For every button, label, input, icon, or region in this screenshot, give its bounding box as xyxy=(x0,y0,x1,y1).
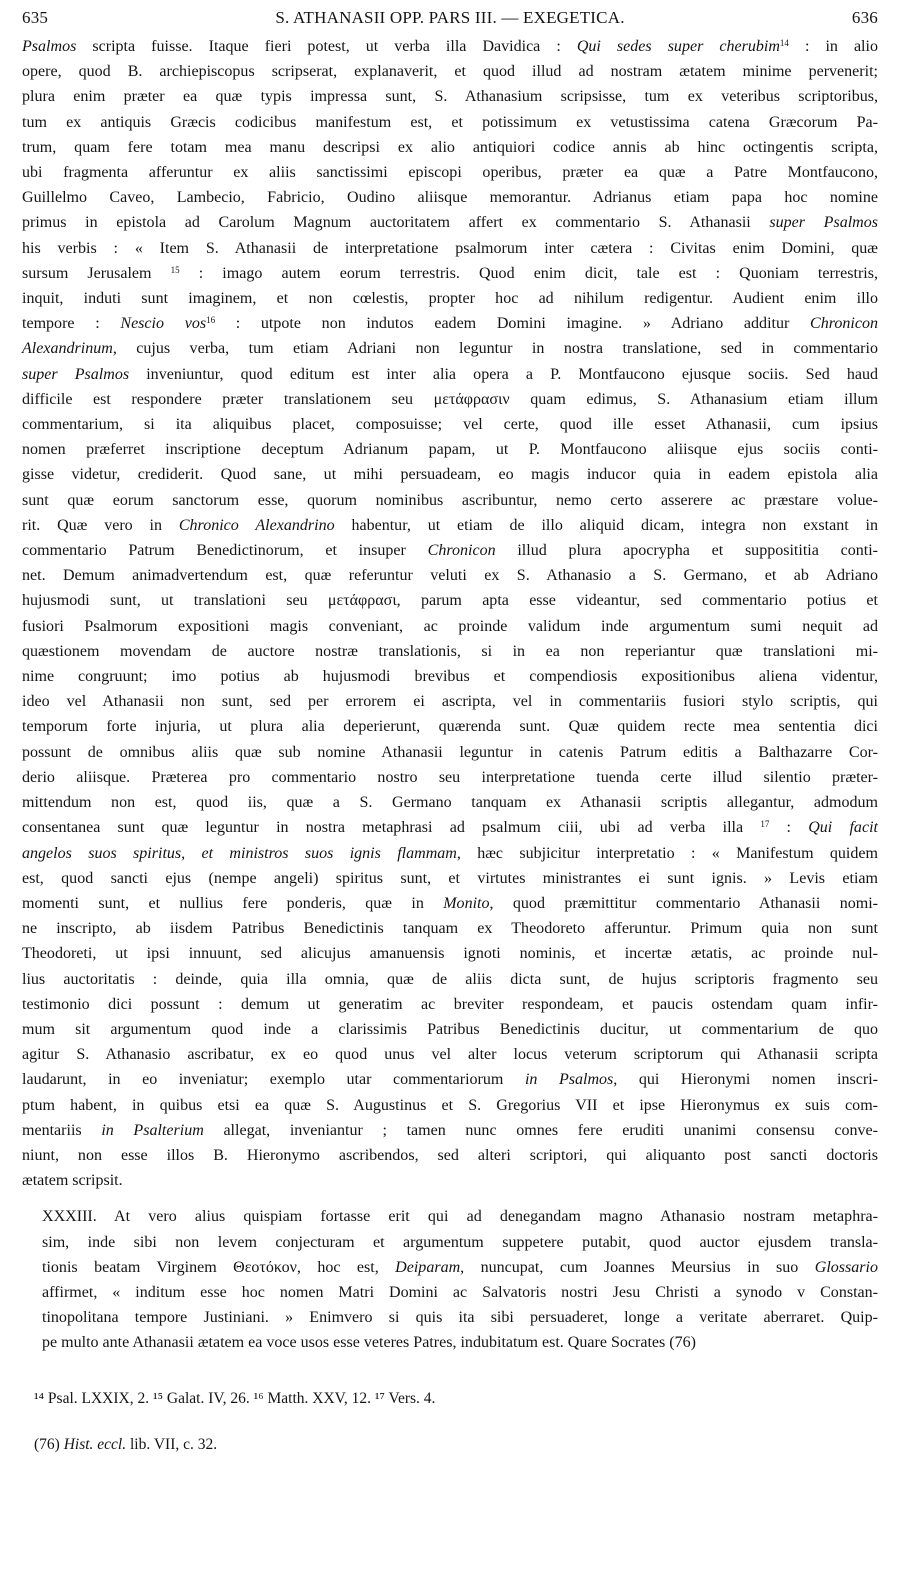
text-line xyxy=(22,286,878,311)
text-run: nomen præferret inscriptione deceptum Adrianum papam, ut P. Montfaucono aliisque ejus sociis conti- xyxy=(22,441,878,459)
text-line xyxy=(22,765,878,790)
text-run: allegat, inveniantur ; tamen nunc omnes fere eruditi unanimi consensu conve- xyxy=(203,1121,878,1139)
paragraph-2-section-xxxiii xyxy=(22,1204,878,1355)
body-text xyxy=(22,34,878,1356)
text-run: inquit, induti sunt imaginem, et non cœlestis, propter hoc ad nihilum redigentur. Audient enim illo xyxy=(22,290,878,308)
footnote-marker: 14 xyxy=(779,38,789,48)
italic-text: Nescio vos xyxy=(120,315,207,333)
text-run: est, quod sancti ejus (nempe angeli) spiritus sunt, et virtutes ministrantes ei sunt ignis. » Levis etiam xyxy=(22,869,878,887)
text-run: : xyxy=(769,819,809,837)
text-line xyxy=(22,336,878,361)
document-page xyxy=(22,0,878,1575)
text-run: net. Demum animadvertendum est, quæ referuntur veluti ex S. Athanasio a S. Germano, et ab Adriano xyxy=(22,567,878,585)
text-line xyxy=(22,841,878,866)
italic-text: Chronicon xyxy=(427,542,496,560)
text-run: gisse videtur, crediderit. Quod sane, ut mihi persuadeam, eo magis inducor quia in eadem epistola alia xyxy=(22,466,878,484)
text-run: quæstionem movendam de auctore nostræ translationis, si in ea non reperiantur quæ translationi mi- xyxy=(22,642,878,660)
text-run: inveniuntur, quod editum est inter alia opera a P. Montfaucono ejusque sociis. Sed haud xyxy=(129,365,879,383)
text-run: niunt, non esse illos B. Hieronymo ascribendos, sed alteri scriptori, qui aliquanto post sancti doctoris xyxy=(22,1146,878,1164)
text-line xyxy=(22,160,878,185)
text-run: ideo vel Athanasii non sunt, sed per errorem ei ascripta, vel in commentariis fusiori stylo scriptis, qui xyxy=(22,693,878,711)
text-run: : utpote non indutos eadem Domini imagine. » Adriano additur xyxy=(215,315,811,333)
text-run: commentarium, si ita aliquibus placet, composuisse; vel certe, quod ille esset Athanasii, cum ipsius xyxy=(22,416,878,434)
text-line xyxy=(22,1330,878,1355)
text-run: affirmet, « inditum esse hoc nomen Matri Domini ac Salvatoris nostri Jesu Christi a synodo v Constan- xyxy=(42,1283,878,1301)
text-run: tinopolitana tempore Justiniani. » Enimvero si quis ita sibi persuaderet, longe a veritate aberraret. Quip- xyxy=(42,1309,878,1327)
footnote-scripture-refs: ¹⁴ Psal. LXXIX, 2. ¹⁵ Galat. IV, 26. ¹⁶ Matth. XXV, 12. ¹⁷ Vers. 4. xyxy=(34,1390,436,1407)
text-line xyxy=(22,513,878,538)
text-line xyxy=(22,135,878,160)
text-line xyxy=(22,34,878,59)
text-run: mittendum non est, quod iis, quæ a S. Germano tanquam ex Athanasii scriptis allegantur, admodum xyxy=(22,794,878,812)
text-line xyxy=(22,866,878,891)
text-run: commentario Patrum Benedictinorum, et insuper xyxy=(22,542,428,560)
text-line xyxy=(22,614,878,639)
text-run: , nuncupat, cum Joannes Meursius in suo xyxy=(460,1258,815,1276)
text-line xyxy=(22,815,878,840)
italic-text: in Psalmos xyxy=(524,1071,614,1089)
text-run: testimonio dici possunt : demum ut generatim ac breviter respondeam, et paucis ostendam quam infir- xyxy=(22,995,878,1013)
text-run: , qui Hieronymi nomen inscri- xyxy=(613,1071,879,1089)
text-run: nime congruunt; imo potius ab hujusmodi brevibus et compendiosis expositionibus aliena videntur, xyxy=(22,668,878,686)
footnotes xyxy=(34,1388,874,1456)
text-line xyxy=(22,311,878,336)
text-line xyxy=(22,1118,878,1143)
text-line xyxy=(22,1204,878,1229)
text-line xyxy=(22,59,878,84)
footnote-marker: 17 xyxy=(760,819,770,830)
text-line xyxy=(22,714,878,739)
text-line xyxy=(22,563,878,588)
text-run: tempore : xyxy=(22,315,121,333)
italic-text: Glossario xyxy=(814,1258,878,1276)
text-run: habentur, ut etiam de illo aliquid dicam, integra non exstant in xyxy=(334,516,878,534)
footnote-marker: 16 xyxy=(206,315,216,326)
text-run: pe multo ante Athanasii ætatem ea voce usos esse veteres Patres, indubitatum est. Quare Socrates (76) xyxy=(42,1334,696,1352)
text-run: : imago autem eorum terrestris. Quod enim dicit, tale est : Quoniam terrestris, xyxy=(179,264,878,282)
running-header xyxy=(22,8,878,32)
italic-text: Qui sedes super cherubim xyxy=(576,38,780,55)
text-line xyxy=(22,1305,878,1330)
text-line xyxy=(22,639,878,664)
text-run: XXXIII. At vero alius quispiam fortasse erit qui ad denegandam magno Athanasio nostram metaphra- xyxy=(42,1208,878,1226)
text-line xyxy=(22,1143,878,1168)
text-run: , hæc subjicitur interpretatio : « Manifestum quidem xyxy=(456,844,878,862)
text-run: trum, quam fere totam mea manu descripsi ex alio antiquiori codice annis ab hinc octingentis scripta, xyxy=(22,138,878,156)
text-line xyxy=(22,488,878,513)
text-run: plura enim præter ea quæ typis impressa sunt, S. Athanasium scripsisse, tum ex veteribus scriptoribus, xyxy=(22,88,878,106)
text-run: tum ex antiquis Græcis codicibus manifestum est, et potissimum ex vetustissima catena Græcorum Pa- xyxy=(22,113,878,131)
text-line xyxy=(22,664,878,689)
text-line xyxy=(22,1168,878,1193)
text-run: hujusmodi sunt, ut translationi seu μετάφρασι, parum apta esse videantur, sed commentario potius et xyxy=(22,592,878,610)
text-line xyxy=(22,437,878,462)
text-line xyxy=(22,412,878,437)
text-line xyxy=(22,1280,878,1305)
text-run: possunt de omnibus aliis quæ sub nomine Athanasii leguntur in catenis Patrum editis a Balthazarre Cor- xyxy=(22,743,878,761)
italic-text: Chronico Alexandrino xyxy=(178,516,335,534)
text-run: illud plura apocrypha et supposititia conti- xyxy=(495,542,878,560)
text-run: tionis beatam Virginem Θεοτόκον, hoc est, xyxy=(42,1258,396,1276)
text-line xyxy=(22,84,878,109)
italic-text: super Psalmos xyxy=(22,365,130,383)
page-number-left: 635 xyxy=(22,8,49,27)
footnote-76-number: (76) xyxy=(34,1436,64,1453)
text-run: rit. Quæ vero in xyxy=(22,516,179,534)
text-run: laudarunt, in eo inveniatur; exemplo utar commentariorum xyxy=(22,1071,525,1089)
text-line xyxy=(22,790,878,815)
text-line xyxy=(22,1067,878,1092)
text-run: fusiori Psalmorum expositioni magis conveniant, ac proinde validum inde argumentum sumi nequit ad xyxy=(22,617,878,635)
text-run: ptum habent, in quibus etsi ea quæ S. Augustinus et S. Gregorius VII et ipse Hieronymus ex suis com- xyxy=(22,1096,878,1114)
text-run: : in alio xyxy=(788,38,878,55)
italic-text: super Psalmos xyxy=(769,214,879,232)
italic-text: in Psalterium xyxy=(101,1121,204,1139)
text-run: Guillelmo Caveo, Lambecio, Fabricio, Oudino aliisque memorantur. Adrianus etiam papa hoc nomine xyxy=(22,189,878,207)
italic-text: Monito xyxy=(443,894,490,912)
text-line xyxy=(22,538,878,563)
text-line xyxy=(22,362,878,387)
text-run: ubi fragmenta afferuntur ex aliis sanctissimi episcopi operibus, præter ea quæ a Patre Montfaucono, xyxy=(22,164,878,182)
text-run: sim, inde sibi non levem conjecturam et argumentum suppetere putabit, quod auctor ejusdem transla- xyxy=(42,1233,878,1251)
italic-text: Psalmos xyxy=(22,38,77,55)
text-line xyxy=(22,110,878,135)
text-run: , quod præmittitur commentario Athanasii nomi- xyxy=(489,894,878,912)
text-run: ætatem scripsit. xyxy=(22,1172,123,1190)
text-line xyxy=(22,1042,878,1067)
text-run: agitur S. Athanasio ascribatur, ex eo quod unus vel alter locus veterum scriptorum qui Athanasii scripta xyxy=(22,1046,878,1064)
text-line xyxy=(22,462,878,487)
text-line xyxy=(22,588,878,613)
text-line xyxy=(22,740,878,765)
text-run: scripta fuisse. Itaque fieri potest, ut verba illa Davidica : xyxy=(76,38,577,55)
text-line xyxy=(22,1017,878,1042)
text-line xyxy=(22,891,878,916)
text-run: mum sit argumentum quod inde a clarissimis Patribus Benedictinis ducitur, ut commentarium de quo xyxy=(22,1020,878,1038)
text-line xyxy=(22,1230,878,1255)
italic-text: Chronicon xyxy=(810,315,879,333)
text-line xyxy=(22,1255,878,1280)
running-title: S. ATHANASII OPP. PARS III. — EXEGETICA. xyxy=(275,8,625,27)
text-line xyxy=(22,210,878,235)
text-run: temporum forte injuria, ut plura alia deperierunt, quærenda sunt. Quæ quidem recte mea sententia dici xyxy=(22,718,878,736)
text-run: his verbis : « Item S. Athanasii de interpretatione psalmorum inter cætera : Civitas enim Domini, quæ xyxy=(22,239,878,257)
italic-text: Qui facit xyxy=(808,819,878,837)
paragraph-1 xyxy=(22,34,878,1193)
text-run: mentariis xyxy=(22,1121,102,1139)
footnote-76 xyxy=(34,1434,874,1456)
italic-text: Alexandrinum xyxy=(22,340,113,358)
text-line xyxy=(22,236,878,261)
text-run: opere, quod B. archiepiscopus scripserat, explanaverit, et quod illud ad nostram ætatem minime pervenerit; xyxy=(22,63,878,81)
text-run: Theodoreti, ut ipsi innuunt, sed alicujus amanuensis ignoti nominis, et incertæ ætatis, ac proinde nul- xyxy=(22,945,878,963)
italic-text: Deiparam xyxy=(395,1258,461,1276)
text-line xyxy=(22,689,878,714)
text-run: primus in epistola ad Carolum Magnum auctoritatem affert ex commentario S. Athanasii xyxy=(22,214,770,232)
text-line xyxy=(22,387,878,412)
text-line xyxy=(22,941,878,966)
text-run: momenti sunt, et nullius fere ponderis, quæ in xyxy=(22,894,444,912)
footnote-76-title: Hist. eccl. xyxy=(63,1436,127,1453)
text-run: sunt quæ eorum sanctorum esse, quorum nominibus ascribuntur, nemo certo asserere ac præstare volue- xyxy=(22,491,878,509)
text-run: lius auctoritatis : deinde, quia illa omnia, quæ de aliis dicta sunt, de hujus scriptoris fragmento seu xyxy=(22,970,878,988)
text-run: difficile est respondere præter translationem seu μετάφρασιν quam edimus, S. Athanasium etiam illum xyxy=(22,390,878,408)
text-run: consentanea sunt quæ leguntur in nostra metaphrasi ad psalmum ciii, ubi ad verba illa xyxy=(22,819,761,837)
text-run: , cujus verba, tum etiam Adriani non leguntur in nostra translatione, sed in commentario xyxy=(112,340,878,358)
text-run: ne inscripto, ab iisdem Patribus Benedictinis tanquam ex Theodoreto afferuntur. Primum quia non sunt xyxy=(22,920,878,938)
italic-text: angelos suos spiritus, et ministros suos ignis flammam xyxy=(22,844,457,862)
text-line xyxy=(22,1093,878,1118)
text-line xyxy=(22,916,878,941)
text-line xyxy=(22,992,878,1017)
text-run: derio aliisque. Præterea pro commentario nostro seu interpretatione tuenda certe illud silentio præter- xyxy=(22,768,878,786)
text-line xyxy=(22,261,878,286)
footnote-76-ref: lib. VII, c. 32. xyxy=(126,1436,218,1453)
text-run: sursum Jerusalem xyxy=(22,264,171,282)
page-number-right: 636 xyxy=(851,8,878,27)
text-line xyxy=(22,967,878,992)
text-line xyxy=(22,185,878,210)
footnote-marker: 15 xyxy=(170,264,180,275)
